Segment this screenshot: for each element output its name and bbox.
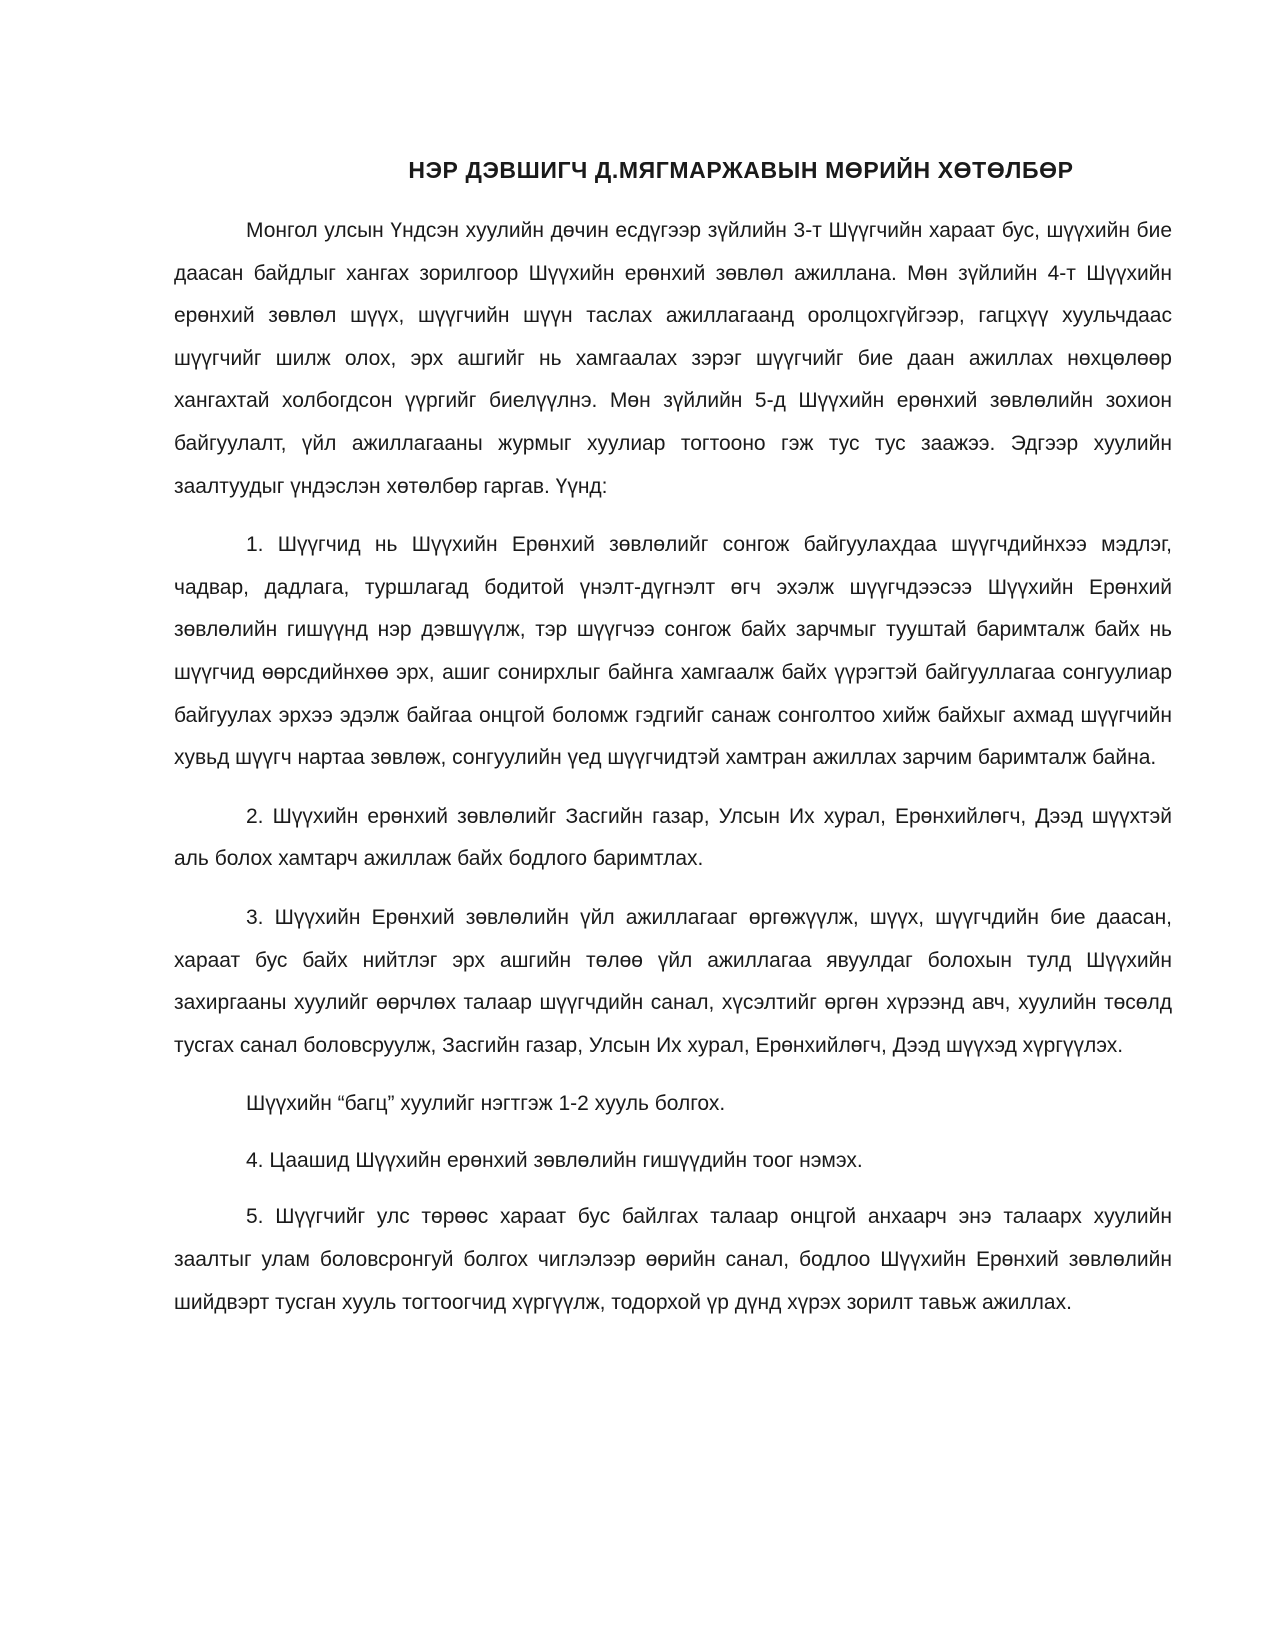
paragraph-item-5: 5. Шүүгчийг улс төрөөс хараат бус байлгах талаар онцгой анхаарч энэ талаарх хуулийн заалтыг улам боловсронгуй болгох чиглэлээр өөрийн санал, бодлоо Шүүхийн Ерөнхий зөвлөлийн шийдвэрт тусган хууль тогтоогчид хүргүүлж, тодорхой үр дүнд хүрэх зорилт тавьж ажиллах.: [174, 1205, 1172, 1314]
document-title: НЭР ДЭВШИГЧ Д.МЯГМАРЖАВЫН МӨРИЙН ХӨТӨЛБӨР: [408, 157, 1074, 183]
paragraph-package-law: Шүүхийн “багц” хуулийг нэгтгэж 1-2 хууль болгох.: [246, 1092, 726, 1116]
paragraph-item-1: 1. Шүүгчид нь Шүүхийн Ерөнхий зөвлөлийг сонгож байгуулахдаа шүүгчдийнхээ мэдлэг, чадвар, дадлага, туршлагад бодитой үнэлт-дүгнэлт өгч эхэлж шүүгчдээсээ Шүүхийн Ерөнхий зөвлөлийн гишүүнд нэр дэвшүүлж, тэр шүүгчээ сонгож байх зарчмыг тууштай баримталж байх нь шүүгчид өөрсдийнхөө эрх, ашиг сонирхлыг байнга хамгаалж байх үүрэгтэй байгууллагаа сонгуулиар байгуулах эрхээ эдэлж байгаа онцгой боломж гэдгийг санаж сонголтоо хийж байхыг ахмад шүүгчийн хувьд шүүгч нартаа зөвлөж, сонгуулийн үед шүүгчидтэй хамтран ажиллах зарчим баримталж байна.: [174, 533, 1172, 770]
paragraph-item-4: 4. Цаашид Шүүхийн ерөнхий зөвлөлийн гишүүдийн тоог нэмэх.: [246, 1148, 863, 1172]
document-body: [174, 210, 1172, 1340]
paragraph-item-2: 2. Шүүхийн ерөнхий зөвлөлийг Засгийн газар, Улсын Их хурал, Ерөнхийлөгч, Дээд шүүхтэй аль болох хамтарч ажиллаж байх бодлого баримтлах.: [174, 804, 1172, 871]
paragraph-intro: Монгол улсын Үндсэн хуулийн дөчин есдүгээр зүйлийн 3-т Шүүгчийн хараат бус, шүүхийн бие даасан байдлыг хангах зорилгоор Шүүхийн ерөнхий зөвлөл ажиллана. Мөн зүйлийн 4-т Шүүхийн ерөнхий зөвлөл шүүх, шүүгчийн шүүн таслах ажиллагаанд оролцохгүйгээр, гагцхүү хуульчдаас шүүгчийг шилж олох, эрх ашгийг нь хамгаалах зэрэг шүүгчийг бие даан ажиллах нөхцөлөөр хангахтай холбогдсон үүргийг биелүүлнэ. Мөн зүйлийн 5-д Шүүхийн ерөнхий зөвлөлийн зохион байгуулалт, үйл ажиллагааны журмыг хуулиар тогтооно гэж тус тус заажээ. Эдгээр хуулийн заалтуудыг үндэслэн хөтөлбөр гаргав. Үүнд:: [174, 219, 1172, 498]
paragraph-item-3: 3. Шүүхийн Ерөнхий зөвлөлийн үйл ажиллагааг өргөжүүлж, шүүх, шүүгчдийн бие даасан, хараат бус байх нийтлэг эрх ашгийн төлөө үйл ажиллагаа явуулдаг болохын тулд Шүүхийн захиргааны хуулийг өөрчлөх талаар шүүгчдийн санал, хүсэлтийг өргөн хүрээнд авч, хуулийн төсөлд тусгах санал боловсруулж, Засгийн газар, Улсын Их хурал, Ерөнхийлөгч, Дээд шүүхэд хүргүүлэх.: [174, 905, 1172, 1057]
